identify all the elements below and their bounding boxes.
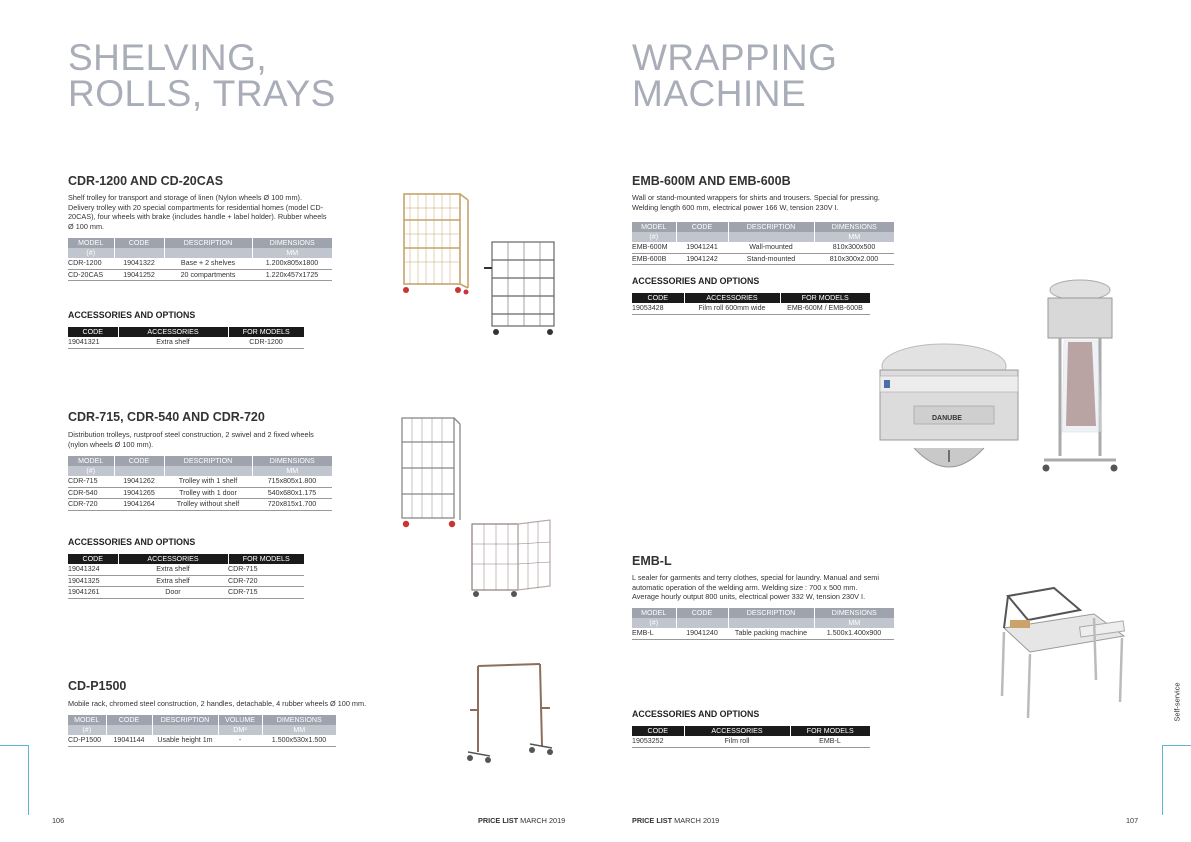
table-row — [632, 736, 870, 747]
table-row — [68, 564, 304, 575]
table-row — [68, 337, 304, 348]
col-header: CODE — [68, 327, 118, 337]
desc-line: Shelf trolley for transport and storage of linen (Nylon wheels Ø 100 mm). — [68, 193, 303, 202]
table-row — [68, 587, 304, 599]
col-header: MODEL — [68, 238, 114, 248]
right-margin-line — [1162, 745, 1191, 746]
table-row — [68, 258, 332, 269]
right-page-number: 107 — [1126, 816, 1139, 825]
table-row — [68, 269, 332, 281]
cell-code: 19041322 — [114, 258, 164, 269]
cell-code: 19041262 — [114, 476, 164, 487]
col-subheader: MM — [262, 725, 336, 735]
desc-line: 20CAS), four wheels with brake (includes handle + label holder). Rubber wheels — [68, 212, 327, 222]
right-margin-line — [1162, 745, 1163, 815]
col-header: FOR MODELS — [780, 293, 870, 303]
cell-code: 19041325 — [68, 575, 118, 587]
cell-code: 19053252 — [632, 736, 684, 747]
col-header: ACCESSORIES — [118, 327, 228, 337]
cell-models: CDR-720 — [228, 575, 304, 587]
cdr1200-trolley-image — [398, 190, 470, 298]
table-row — [68, 575, 304, 587]
cell-model: EMB-600M — [632, 242, 676, 253]
right-heading-line-1: WRAPPING — [632, 37, 838, 78]
cell-description: Table packing machine — [728, 628, 814, 639]
cell-accessory: Film roll — [684, 736, 790, 747]
col-header: DESCRIPTION — [152, 715, 218, 725]
left-heading-line-2: ROLLS, TRAYS — [68, 73, 336, 114]
footer-bold: PRICE LIST — [478, 816, 519, 825]
col-header: FOR MODELS — [228, 327, 304, 337]
cell-model: CDR-720 — [68, 499, 114, 511]
cdr715-accessories-title: ACCESSORIES AND OPTIONS — [68, 537, 196, 547]
col-header: CODE — [114, 456, 164, 466]
cell-dimensions: 540x680x1.175 — [252, 487, 332, 499]
cell-model: CD-20CAS — [68, 269, 114, 281]
col-header: DIMENSIONS — [814, 608, 894, 618]
col-header: CODE — [106, 715, 152, 725]
cell-model: EMB-600B — [632, 253, 676, 265]
col-header: MODEL — [632, 608, 676, 618]
col-header: DESCRIPTION — [164, 238, 252, 248]
footer-text: MARCH 2019 — [674, 816, 720, 825]
cell-code: 19041265 — [114, 487, 164, 499]
cell-description: Usable height 1m — [152, 735, 218, 746]
col-header: DESCRIPTION — [164, 456, 252, 466]
cell-code: 19041241 — [676, 242, 728, 253]
cell-code: 19041324 — [68, 564, 118, 575]
embl-table — [632, 608, 894, 640]
desc-line: Wall or stand-mounted wrappers for shirts and trousers. Special for pressing. — [632, 193, 880, 202]
cell-model: CDR-540 — [68, 487, 114, 499]
cell-model: CDR-1200 — [68, 258, 114, 269]
embl-sealer-image — [984, 584, 1132, 724]
table-row — [68, 487, 332, 499]
cell-models: CDR-715 — [228, 564, 304, 575]
col-subheader: MM — [252, 248, 332, 258]
emb600m-wrapper-image — [874, 336, 1024, 486]
cell-models: EMB-600M / EMB-600B — [780, 303, 870, 314]
col-header: DIMENSIONS — [252, 238, 332, 248]
table-row — [632, 242, 894, 253]
emb600b-wrapper-image — [1040, 276, 1120, 486]
cell-code: 19041240 — [676, 628, 728, 639]
col-subheader — [152, 725, 218, 735]
desc-line: Mobile rack, chromed steel construction, 2 handles, detachable, 4 rubber wheels Ø 100 mm. — [68, 699, 367, 708]
col-header: MODEL — [68, 715, 106, 725]
cell-description: Trolley with 1 shelf — [164, 476, 252, 487]
right-page-heading — [632, 37, 838, 114]
cell-dimensions: 810x300x2.000 — [814, 253, 894, 265]
cell-accessory: Extra shelf — [118, 575, 228, 587]
col-header: DIMENSIONS — [262, 715, 336, 725]
col-subheader: (#) — [632, 618, 676, 628]
cell-description: Stand-mounted — [728, 253, 814, 265]
cdr715-title: CDR-715, CDR-540 AND CDR-720 — [68, 410, 265, 424]
footer-text: MARCH 2019 — [520, 816, 566, 825]
col-header: DIMENSIONS — [814, 222, 894, 232]
desc-line: Ø 100 mm. — [68, 221, 105, 231]
col-subheader — [728, 232, 814, 242]
cell-code: 19041321 — [68, 337, 118, 348]
left-footer — [478, 816, 565, 825]
cdr715-table — [68, 456, 332, 511]
cell-code: 19041144 — [106, 735, 152, 746]
emb600-accessories-title: ACCESSORIES AND OPTIONS — [632, 276, 760, 286]
col-header: CODE — [632, 726, 684, 736]
col-subheader: MM — [814, 618, 894, 628]
embl-description — [632, 573, 932, 602]
cell-models: CDR-1200 — [228, 337, 304, 348]
col-header: DIMENSIONS — [252, 456, 332, 466]
col-subheader — [164, 248, 252, 258]
cdr1200-table — [68, 238, 332, 281]
footer-bold: PRICE LIST — [632, 816, 673, 825]
left-margin-line — [0, 745, 28, 746]
cdr715-trolley-image — [396, 414, 462, 532]
embl-title: EMB-L — [632, 554, 672, 568]
cell-code: 19041242 — [676, 253, 728, 265]
col-subheader — [676, 618, 728, 628]
col-subheader — [114, 466, 164, 476]
col-subheader: DM³ — [218, 725, 262, 735]
col-subheader — [676, 232, 728, 242]
cell-dimensions: 1.200x805x1800 — [252, 258, 332, 269]
cell-volume: - — [218, 735, 262, 746]
col-subheader: MM — [814, 232, 894, 242]
cell-code: 19041264 — [114, 499, 164, 511]
col-header: ACCESSORIES — [684, 726, 790, 736]
table-row — [632, 303, 870, 314]
cell-model: CDR-715 — [68, 476, 114, 487]
desc-line: automatic operation of the welding arm. Welding size : 700 x 500 mm. — [632, 582, 858, 592]
cell-dimensions: 720x815x1.700 — [252, 499, 332, 511]
desc-line: Average hourly output 800 units, electrical power 332 W, tension 230V I. — [632, 592, 866, 602]
cell-dimensions: 1.220x457x1725 — [252, 269, 332, 281]
cell-accessory: Film roll 600mm wide — [684, 303, 780, 314]
col-header: DESCRIPTION — [728, 608, 814, 618]
col-subheader — [164, 466, 252, 476]
cdp1500-description — [68, 699, 408, 709]
cell-models: EMB-L — [790, 736, 870, 747]
emb600-title: EMB-600M AND EMB-600B — [632, 174, 791, 188]
cell-dimensions: 715x805x1.800 — [252, 476, 332, 487]
cell-dimensions: 810x300x500 — [814, 242, 894, 253]
col-header: FOR MODELS — [228, 554, 304, 564]
col-header: CODE — [676, 222, 728, 232]
col-subheader: MM — [252, 466, 332, 476]
emb600-accessories-table — [632, 293, 870, 315]
col-subheader: (#) — [68, 725, 106, 735]
col-header: CODE — [676, 608, 728, 618]
desc-line: Delivery trolley with 20 special compartments for residential homes (model CD- — [68, 202, 324, 212]
left-page-number: 106 — [52, 816, 65, 825]
side-tab-label: Self-service — [1172, 682, 1182, 722]
side-tab — [1170, 680, 1184, 724]
col-subheader — [106, 725, 152, 735]
col-header: ACCESSORIES — [118, 554, 228, 564]
cell-code: 19053428 — [632, 303, 684, 314]
emb600-table — [632, 222, 894, 265]
cdp1500-rack-image — [464, 660, 554, 768]
col-subheader: (#) — [68, 248, 114, 258]
col-header: VOLUME — [218, 715, 262, 725]
col-header: CODE — [632, 293, 684, 303]
desc-line: Distribution trolleys, rustproof steel construction, 2 swivel and 2 fixed wheels — [68, 430, 314, 439]
col-subheader: (#) — [632, 232, 676, 242]
col-header: MODEL — [68, 456, 114, 466]
brand-logo: DANUBE — [932, 415, 962, 422]
cell-dimensions: 1.500x530x1.500 — [262, 735, 336, 746]
table-row — [68, 499, 332, 511]
col-header: DESCRIPTION — [728, 222, 814, 232]
cell-accessory: Extra shelf — [118, 337, 228, 348]
col-subheader — [728, 618, 814, 628]
col-header: ACCESSORIES — [684, 293, 780, 303]
embl-accessories-title: ACCESSORIES AND OPTIONS — [632, 709, 760, 719]
desc-line: (nylon wheels Ø 100 mm). — [68, 439, 154, 449]
col-subheader: (#) — [68, 466, 114, 476]
right-footer — [632, 816, 719, 825]
cdr1200-accessories-table — [68, 327, 304, 349]
cdr715-description — [68, 430, 368, 449]
table-row — [632, 253, 894, 265]
emb600-description — [632, 193, 932, 212]
cdr1200-description — [68, 193, 368, 231]
cell-models: CDR-715 — [228, 587, 304, 599]
cell-code: 19041261 — [68, 587, 118, 599]
col-header: FOR MODELS — [790, 726, 870, 736]
cdr1200-accessories-title: ACCESSORIES AND OPTIONS — [68, 310, 196, 320]
cell-code: 19041252 — [114, 269, 164, 281]
cdr1200-title: CDR-1200 AND CD-20CAS — [68, 174, 224, 188]
left-page-heading — [68, 37, 336, 114]
col-header: CODE — [114, 238, 164, 248]
table-row — [632, 628, 894, 639]
cell-description: Base + 2 shelves — [164, 258, 252, 269]
cell-description: 20 compartments — [164, 269, 252, 281]
left-heading-line-1: SHELVING, — [68, 37, 268, 78]
cell-accessory: Door — [118, 587, 228, 599]
table-row — [68, 735, 336, 746]
cell-description: Wall-mounted — [728, 242, 814, 253]
cell-description: Trolley with 1 door — [164, 487, 252, 499]
col-header: MODEL — [632, 222, 676, 232]
desc-line: Welding length 600 mm, electrical power 166 W, tension 230V I. — [632, 202, 839, 212]
cdp1500-table — [68, 715, 336, 747]
right-heading-line-2: MACHINE — [632, 73, 807, 114]
left-margin-line — [28, 745, 29, 815]
cell-description: Trolley without shelf — [164, 499, 252, 511]
desc-line: L sealer for garments and terry clothes, special for laundry. Manual and semi — [632, 573, 879, 582]
col-header: CODE — [68, 554, 118, 564]
cdr540-trolley-image — [466, 518, 556, 600]
embl-accessories-table — [632, 726, 870, 748]
cell-dimensions: 1.500x1.400x900 — [814, 628, 894, 639]
cell-accessory: Extra shelf — [118, 564, 228, 575]
cell-model: EMB-L — [632, 628, 676, 639]
cdp1500-title: CD-P1500 — [68, 679, 127, 693]
cd20cas-trolley-image — [482, 238, 562, 342]
cell-model: CD-P1500 — [68, 735, 106, 746]
cdr715-accessories-table — [68, 554, 304, 599]
col-subheader — [114, 248, 164, 258]
table-row — [68, 476, 332, 487]
